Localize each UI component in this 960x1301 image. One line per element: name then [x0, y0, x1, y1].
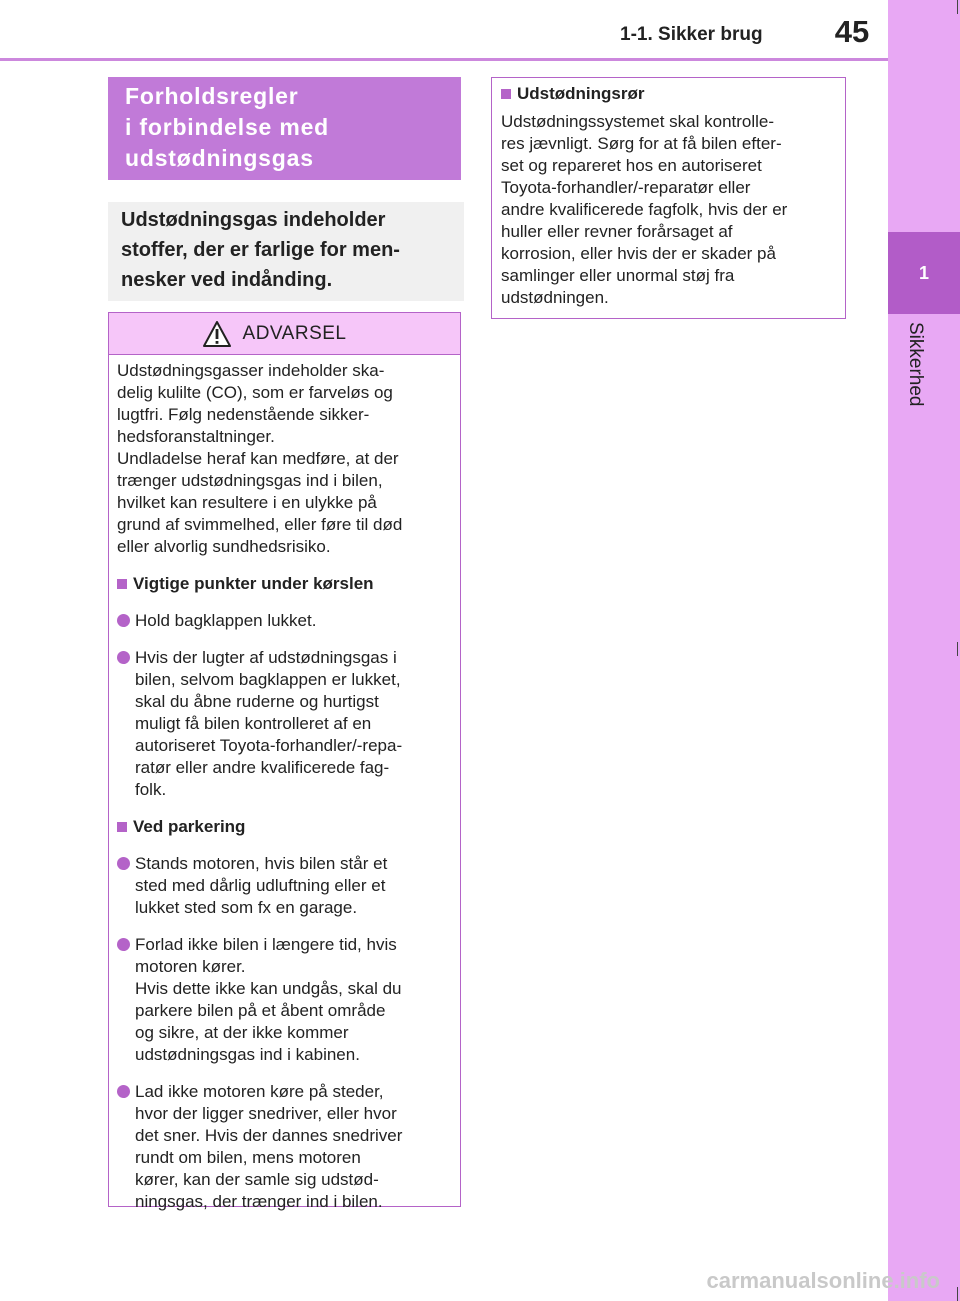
square-bullet-icon: [117, 579, 127, 589]
crop-mark: [957, 642, 958, 656]
chapter-number-tab[interactable]: [888, 232, 960, 314]
round-bullet-icon: [117, 1085, 130, 1098]
list-item-text: Hold bagklappen lukket.: [135, 611, 317, 630]
warning-intro: Udstødningsgasser indeholder ska- delig kulilte (CO), som er farveløs og lugtfri. Følg nedenstående sikker- hedsforanstaltninger. Undladelse heraf kan medføre, at der trænger udstødningsgas ind i bilen, hvilket kan resultere i en ulykke på grund af svimmelhed, eller føre til død eller alvorlig sundhedsrisiko.: [117, 361, 403, 556]
square-bullet-icon: [117, 822, 127, 832]
topic-title-box: [108, 77, 461, 180]
subsection-heading-text: Vigtige punkter under kørslen: [133, 574, 374, 593]
list-item: [117, 853, 452, 919]
summary-line: Udstødningsgas indeholder: [121, 209, 386, 231]
round-bullet-icon: [117, 857, 130, 870]
warning-body: [109, 355, 460, 1213]
warning-box: [108, 312, 461, 1211]
list-item: [117, 934, 452, 1066]
chapter-title: Sikkerhed: [905, 322, 926, 407]
warning-triangle-icon: [203, 321, 231, 347]
round-bullet-icon: [117, 614, 130, 627]
summary-line: nesker ved indånding.: [121, 269, 333, 291]
list-item-text: Hvis der lugter af udstødningsgas i bilen, selvom bagklappen er lukket, skal du åbne ruderne og hurtigst muligt få bilen kontrolleret af en autoriseret Toyota-forhandler/-repa- ratør eller andre kvalificerede fag- folk.: [135, 648, 403, 799]
square-bullet-icon: [501, 89, 511, 99]
info-heading-text: Udstødningsrør: [517, 84, 645, 103]
subsection-heading: [117, 816, 452, 838]
info-text: Udstødningssystemet skal kontrolle- res jævnligt. Sørg for at få bilen efter- set og repareret hos en autoriseret Toyota-forhandler/-reparatør eller andre kvalificerede fagfolk, hvis der er huller eller revner forårsaget af korrosion, eller hvis der er skader på samlinger eller unormal støj fra udstødningen.: [501, 112, 788, 307]
subsection-heading-text: Ved parkering: [133, 817, 246, 836]
summary-line: stoffer, der er farlige for men-: [121, 239, 400, 261]
topic-title-line: i forbindelse med: [125, 114, 330, 140]
crop-mark: [957, 1287, 958, 1301]
round-bullet-icon: [117, 651, 130, 664]
info-box: [491, 77, 846, 319]
round-bullet-icon: [117, 938, 130, 951]
summary-box: [108, 202, 464, 301]
list-item: [117, 1081, 452, 1213]
list-item-text: Forlad ikke bilen i længere tid, hvis motoren kører. Hvis dette ikke kan undgås, skal du parkere bilen på et åbent område og sikre, at der ikke kommer udstødningsgas ind i kabinen.: [135, 935, 402, 1064]
subsection-heading: [117, 573, 452, 595]
crop-mark: [957, 0, 958, 14]
topic-title-line: Forholdsregler: [125, 83, 299, 109]
warning-header: [109, 313, 460, 355]
chapter-side-bar: [888, 0, 960, 1301]
warning-title: ADVARSEL: [242, 322, 347, 344]
list-item-text: Lad ikke motoren køre på steder, hvor der ligger snedriver, eller hvor det sner. Hvis der dannes snedriver rundt om bilen, mens motoren kører, kan der samle sig udstød- ningsgas, der trænger ind i bilen.: [135, 1082, 403, 1211]
header-divider: [0, 58, 888, 61]
footer-watermark: carmanualsonline.info: [706, 1268, 940, 1293]
section-title: 1-1. Sikker brug: [620, 24, 763, 45]
page-number: 45: [834, 14, 870, 49]
list-item: [117, 610, 452, 632]
chapter-number: 1: [918, 262, 929, 283]
topic-title-line: udstødningsgas: [125, 145, 314, 171]
list-item-text: Stands motoren, hvis bilen står et sted med dårlig udluftning eller et lukket sted som fx en garage.: [135, 854, 388, 917]
list-item: [117, 647, 452, 801]
info-heading: [501, 83, 835, 105]
